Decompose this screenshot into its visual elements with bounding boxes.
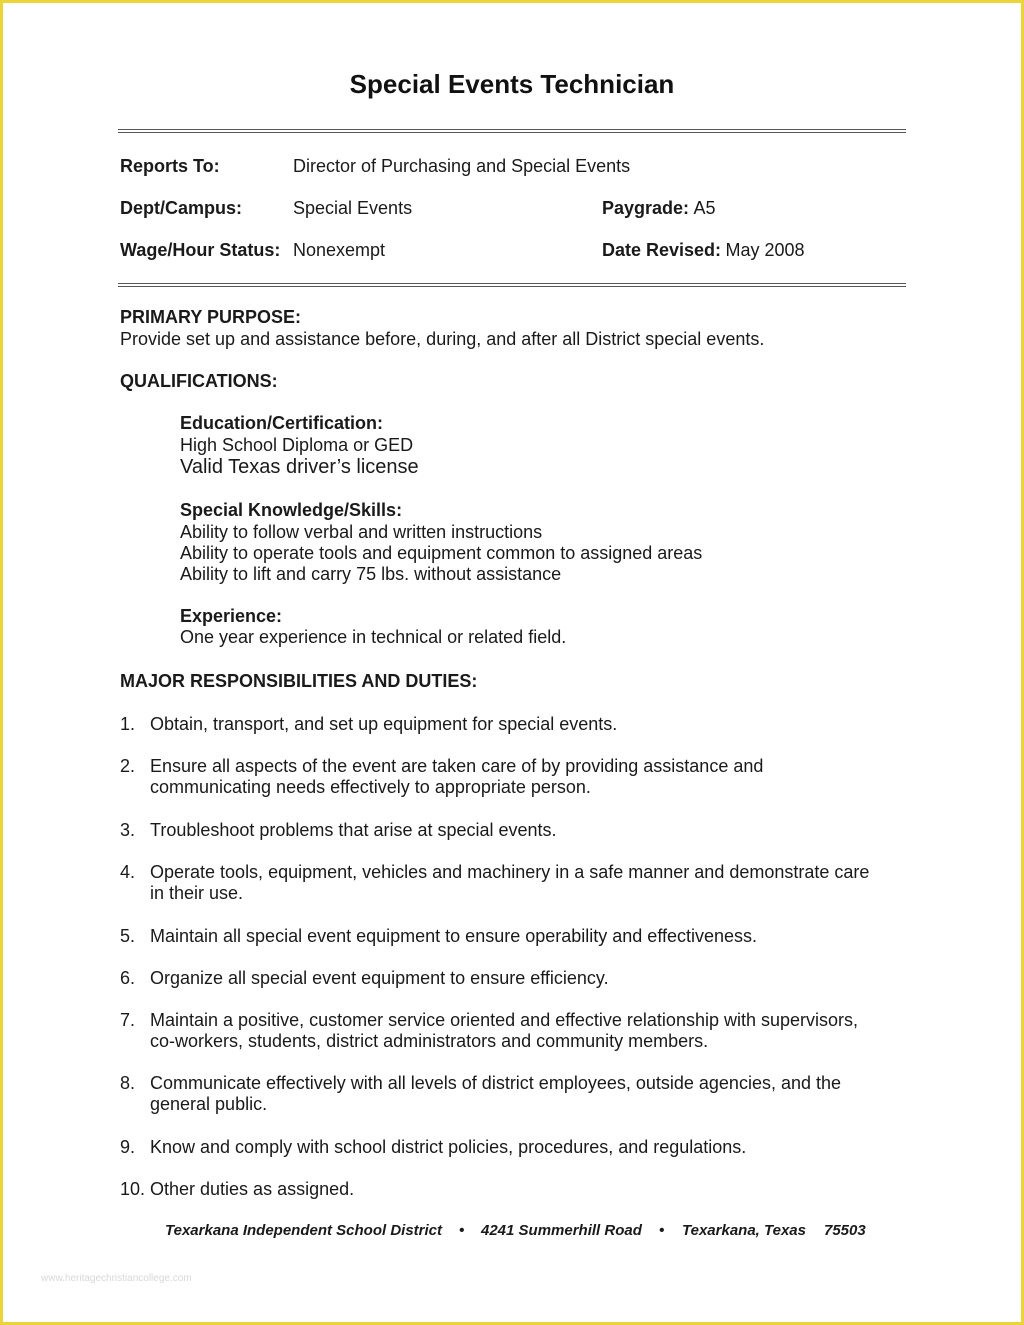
duty-text: Obtain, transport, and set up equipment for special events. [150, 714, 618, 734]
document-title: Special Events Technician [349, 69, 675, 99]
document-page [3, 3, 1021, 1322]
duty-text: Ensure all aspects of the event are taken care of by providing assistance and [150, 756, 764, 776]
reports-to-label: Reports To: [120, 156, 220, 176]
qualifications-heading: QUALIFICATIONS: [120, 371, 278, 391]
top-divider [118, 129, 906, 133]
watermark-text: www.heritagechristiancollege.com [41, 1273, 192, 1284]
duty-text: Maintain a positive, customer service oriented and effective relationship with supervisors, [150, 1010, 859, 1030]
duty-text: co-workers, students, district administrators and community members. [150, 1031, 709, 1051]
duty-number: 2. [120, 756, 136, 776]
duty-number: 7. [120, 1010, 136, 1030]
date-revised-value: May 2008 [725, 240, 805, 260]
skills-heading: Special Knowledge/Skills: [180, 500, 403, 520]
duty-text: Communicate effectively with all levels of district employees, outside agencies, and the [150, 1073, 842, 1093]
paygrade-label: Paygrade: [602, 198, 690, 218]
paygrade-field [602, 198, 716, 219]
duty-number: 10. [120, 1179, 146, 1199]
experience-line: One year experience in technical or related field. [180, 627, 567, 647]
duty-text: Troubleshoot problems that arise at special events. [150, 820, 557, 840]
footer-district: Texarkana Independent School District [165, 1222, 443, 1239]
duty-text: Operate tools, equipment, vehicles and machinery in a safe manner and demonstrate care [150, 862, 870, 882]
duty-text: general public. [150, 1094, 268, 1114]
education-line: High School Diploma or GED [180, 435, 414, 455]
reports-to-value: Director of Purchasing and Special Events [293, 156, 631, 176]
skills-line: Ability to operate tools and equipment common to assigned areas [180, 543, 703, 563]
education-heading: Education/Certification: [180, 413, 384, 433]
footer-separator: • [659, 1222, 665, 1239]
primary-purpose-heading: PRIMARY PURPOSE: [120, 307, 302, 327]
duty-number: 5. [120, 926, 136, 946]
duty-text: Maintain all special event equipment to ensure operability and effectiveness. [150, 926, 758, 946]
duty-number: 8. [120, 1073, 136, 1093]
duties-heading: MAJOR RESPONSIBILITIES AND DUTIES: [120, 671, 478, 691]
primary-purpose-text: Provide set up and assistance before, during, and after all District special events. [120, 329, 765, 349]
duty-number: 9. [120, 1137, 136, 1157]
duty-text: Organize all special event equipment to ensure efficiency. [150, 968, 609, 988]
duty-number: 6. [120, 968, 136, 988]
footer-zip: 75503 [824, 1222, 866, 1239]
paygrade-value: A5 [693, 198, 716, 218]
education-line: Valid Texas driver’s license [180, 456, 419, 478]
wage-label: Wage/Hour Status: [120, 240, 281, 260]
footer-separator: • [459, 1222, 465, 1239]
duty-text: in their use. [150, 883, 244, 903]
dept-label: Dept/Campus: [120, 198, 243, 218]
duty-text: communicating needs effectively to appropriate person. [150, 777, 591, 797]
duty-number: 1. [120, 714, 136, 734]
dept-value: Special Events [293, 198, 413, 218]
experience-heading: Experience: [180, 606, 283, 626]
duty-text: Other duties as assigned. [150, 1179, 355, 1199]
duty-number: 4. [120, 862, 136, 882]
duty-number: 3. [120, 820, 136, 840]
bottom-divider [118, 283, 906, 287]
wage-value: Nonexempt [293, 240, 386, 260]
duty-text: Know and comply with school district policies, procedures, and regulations. [150, 1137, 747, 1157]
footer-address: 4241 Summerhill Road [481, 1222, 642, 1239]
date-revised-label: Date Revised: [602, 240, 722, 260]
footer-city: Texarkana, Texas [682, 1222, 806, 1239]
skills-line: Ability to lift and carry 75 lbs. without assistance [180, 564, 562, 584]
skills-line: Ability to follow verbal and written instructions [180, 522, 543, 542]
date-revised-field [602, 240, 805, 261]
